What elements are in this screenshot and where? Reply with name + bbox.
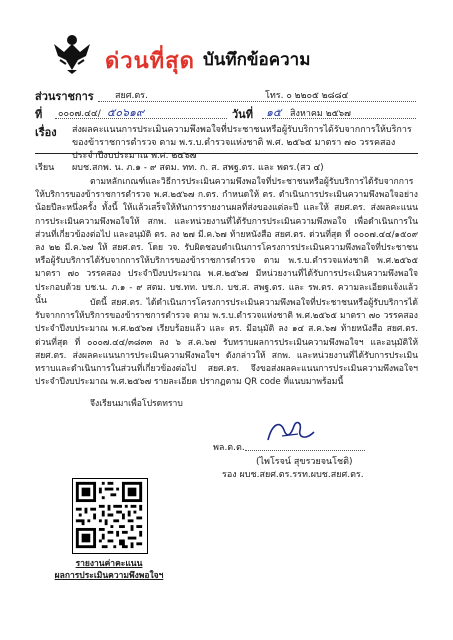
urgency-stamp: ด่วนที่สุด (105, 49, 195, 74)
body-paragraph-1-text: ตามหลักเกณฑ์และวิธีการประเมินความพึงพอใจที่ประชาชนหรือผู้รับบริการได้รับจากการให้บริการของข้าราชการตำรวจ พ.ศ.๒๕๖๗ ก.ตร. กำหนดให้ ตร. ดำเนินการประเมินความพึงพอใจอย่างน้อยปีละหนึ่งครั้ง ทั้งนี้ ให้แล้วเสร็จให้ทันการรายงานผลที่ส่งของแต่ละปี และให้ สยศ.ตร. ส่งผลคะแนนการประเมินความพึงพอใจให้ สกพ. และหน่วยงานที่ได้รับการประเมินความพึงพอใจ เพื่อดำเนินการในส่วนที่เกี่ยวข้องต่อไป และอนุมัติ ตร. ลง ๒๗ มี.ค.๖๗ ท้ายหนังสือ สยศ.ตร. ด่วนที่สุด ที่ ๐๐๐๗.๔๔/๑๕๐๙ ลง ๒๒ มี.ค.๖๗ ให้ สยศ.ตร. โดย วจ. รับผิดชอบดำเนินการโครงการประเมินความพึงพอใจที่ประชาชนหรือผู้รับบริการได้รับจากการให้บริการของข้าราชการตำรวจ ตาม พ.ร.บ.ตำรวจแห่งชาติ พ.ศ.๒๕๖๕ มาตรา ๗๐ วรรคสอง ประจำปีงบประมาณ พ.ศ.๒๕๖๗ มีหน่วยงานที่ได้รับการประเมินความพึงพอใจ ประกอบด้วย บช.น. ภ.๑ - ๙ สตม. บช.ทท. บช.ก. บช.ส. สพฐ.ตร. และ รพ.ตร. ความละเอียดแจ้งแล้ว นั้น (35, 177, 418, 306)
body-paragraph-2 (35, 297, 418, 389)
number-dotline (55, 118, 227, 119)
signature-dotline (245, 450, 365, 451)
qr-code[interactable] (72, 478, 148, 554)
date-day-handwritten: ๑๕ (266, 106, 282, 119)
handwritten-signature (262, 418, 322, 446)
qr-caption-line-1: รายงานค่าคะแนน (75, 559, 143, 569)
agency-value: สยศ.ตร. (115, 91, 148, 101)
signatory-position: รอง ผบช.สยศ.ตร.รรท.ผบช.สยศ.ตร. (222, 470, 364, 480)
body-paragraph-2-text: บัดนี้ สยศ.ตร. ได้ดำเนินการโครงการประเมินความพึงพอใจที่ประชาชนหรือผู้รับบริการได้รับจากการให้บริการของข้าราชการตำรวจ ตาม พ.ร.บ.ตำรวจแห่งชาติ พ.ศ.๒๕๖๕ มาตรา ๗๐ วรรคสอง ประจำปีงบประมาณ พ.ศ.๒๕๖๗ เรียบร้อยแล้ว และ ตร. มีอนุมัติ ลง ๑๔ ส.ค.๖๗ ท้ายหนังสือ สยศ.ตร. ด่วนที่สุด ที่ ๐๐๐๗.๔๔/๓๘๓๓ ลง ๖ ส.ค.๖๗ รับทราบผลการประเมินความพึงพอใจฯ และอนุมัติให้ สยศ.ตร. ส่งผลคะแนนการประเมินความพึงพอใจฯ ดังกล่าวให้ สกพ. และหน่วยงานที่ได้รับการประเมินทราบและดำเนินการในส่วนที่เกี่ยวข้องต่อไป สยศ.ตร. จึงขอส่งผลคะแนนการประเมินความพึงพอใจฯ ประจำปีงบประมาณ พ.ศ.๒๕๖๗ รายละเอียด ปรากฏตาม QR code ที่แนบมาพร้อมนี้ (35, 298, 418, 388)
subject-separator (35, 153, 418, 154)
number-label: ที่ (35, 108, 43, 121)
subject-label: เรื่อง (35, 126, 57, 139)
number-prefix: ๐๐๐๗.๔๔/ (58, 109, 101, 119)
body-paragraph-1 (35, 176, 418, 308)
agency-label: ส่วนราชการ (35, 90, 94, 103)
agency-dotline (98, 101, 416, 102)
signatory-name: (ไพโรจน์ สุขรวยจนโชติ) (256, 457, 353, 467)
document-title: บันทึกข้อความ (203, 50, 311, 70)
qr-caption-line-2: ผลการประเมินความพึงพอใจฯ (54, 571, 164, 581)
to-text: ผบช.สกพ. น. ภ.๑ - ๙ สตม. ทท. ก. ส. สพฐ.ตร. และ พตร.(สว ๔) (72, 163, 324, 173)
garuda-emblem (52, 30, 92, 74)
number-handwritten: ๕๐๖๑๙ (107, 106, 145, 119)
subject-text: ส่งผลคะแนนการประเมินความพึงพอใจที่ประชาชนหรือผู้รับบริการได้รับจากการให้บริการของข้าราชการตำรวจ ตาม พ.ร.บ.ตำรวจแห่งชาติ พ.ศ. ๒๕๖๕ มาตรา ๗๐ วรรคสอง ประจำปีงบประมาณ พ.ศ. ๒๕๖๗ (72, 125, 412, 161)
date-rest: สิงหาคม ๒๕๖๗ (290, 109, 351, 119)
date-dotline (262, 118, 416, 119)
date-label: วันที่ (232, 108, 253, 121)
to-label: เรียน (35, 163, 55, 173)
phone-value: โทร. ๐ ๒๒๐๕ ๒๘๘๔ (265, 91, 349, 101)
qr-code-pattern (73, 479, 145, 551)
signatory-rank: พล.ต.ต. (213, 443, 245, 453)
closing-line: จึงเรียนมาเพื่อโปรดทราบ (90, 399, 183, 409)
